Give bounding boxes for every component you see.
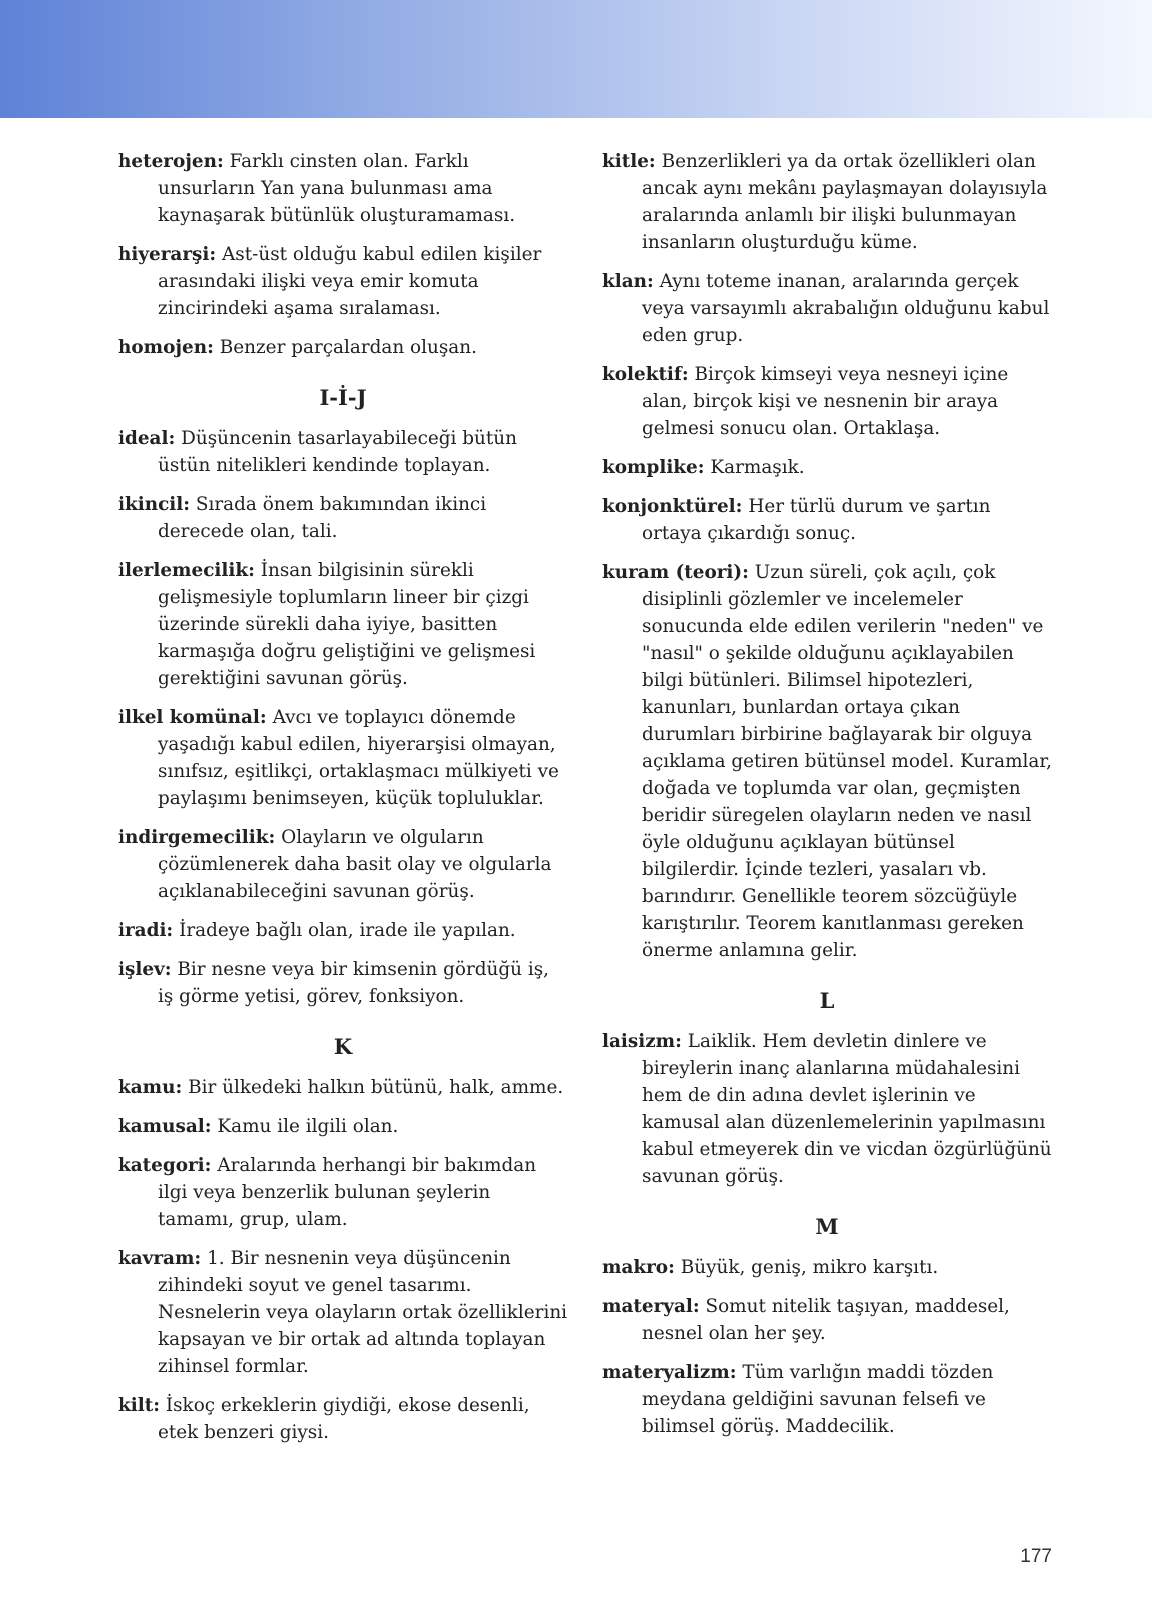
glossary-entry xyxy=(118,1245,568,1380)
glossary-term: kolektif: xyxy=(602,364,689,385)
glossary-definition: Laiklik. Hem devletin dinlere ve bireylerin inanç alanlarına müdahalesini hem de din adına devlet işlerinin ve kamusal alan düzenlemelerinin yapılmasını kabul etmeyerek din ve vicdan özgürlüğünü savunan görüş. xyxy=(642,1031,1052,1187)
glossary-entry xyxy=(118,241,568,322)
glossary-term: iradi: xyxy=(118,920,174,941)
glossary-entry xyxy=(118,334,568,361)
glossary-entry xyxy=(602,1028,1052,1190)
glossary-term: kitle: xyxy=(602,151,656,172)
glossary-definition: Birçok kimseyi veya nesneyi içine alan, birçok kişi ve nesnenin bir araya gelmesi sonucu olan. Ortaklaşa. xyxy=(642,364,1009,439)
glossary-entry xyxy=(118,1074,568,1101)
glossary-term: indirgemecilik: xyxy=(118,827,276,848)
glossary-entry xyxy=(602,1293,1052,1347)
glossary-entry xyxy=(118,1113,568,1140)
glossary-definition: Aynı toteme inanan, aralarında gerçek veya varsayımlı akrabalığın olduğunu kabul eden grup. xyxy=(642,271,1050,346)
section-letter-heading: L xyxy=(819,988,835,1013)
glossary-entry xyxy=(118,1392,568,1446)
glossary-definition: İradeye bağlı olan, irade ile yapılan. xyxy=(179,920,516,941)
glossary-definition: Karmaşık. xyxy=(710,457,805,478)
glossary-definition: Olayların ve olguların çözümlenerek daha basit olay ve olgularla açıklanabileceğini savunan görüş. xyxy=(158,827,552,902)
glossary-entry xyxy=(118,148,568,229)
glossary-definition: Tüm varlığın maddi tözden meydana geldiğini savunan felsefi ve bilimsel görüş. Maddecilik. xyxy=(642,1362,994,1437)
glossary-entry xyxy=(602,454,1052,481)
glossary-term: homojen: xyxy=(118,337,214,358)
glossary-entry xyxy=(602,268,1052,349)
glossary-entry xyxy=(602,559,1052,964)
glossary-entry xyxy=(118,425,568,479)
glossary-entry xyxy=(602,1254,1052,1281)
glossary-entry xyxy=(118,824,568,905)
glossary-term: materyal: xyxy=(602,1296,700,1317)
glossary-entry xyxy=(118,557,568,692)
section-letter-heading: K xyxy=(333,1034,353,1059)
glossary-definition: İskoç erkeklerin giydiği, ekose desenli, etek benzeri giysi. xyxy=(158,1395,530,1443)
glossary-term: heterojen: xyxy=(118,151,224,172)
glossary-definition: Düşüncenin tasarlayabileceği bütün üstün nitelikleri kendinde toplayan. xyxy=(158,428,517,476)
glossary-term: ikincil: xyxy=(118,494,191,515)
glossary-definition: Benzerlikleri ya da ortak özellikleri olan ancak aynı mekânı paylaşmayan dolayısıyla aralarında anlamlı bir ilişki bulunmayan insanların oluşturduğu küme. xyxy=(642,151,1048,253)
section-letter-heading: I-İ-J xyxy=(319,385,367,410)
glossary-definition: Sırada önem bakımından ikinci derecede olan, tali. xyxy=(158,494,487,542)
glossary-definition: Somut nitelik taşıyan, maddesel, nesnel olan her şey. xyxy=(642,1296,1010,1344)
glossary-term: kavram: xyxy=(118,1248,202,1269)
glossary-right-column xyxy=(602,148,1052,1452)
glossary-term: kuram (teori): xyxy=(602,562,749,583)
glossary-entry xyxy=(602,148,1052,256)
glossary-term: hiyerarşi: xyxy=(118,244,217,265)
glossary-term: ideal: xyxy=(118,428,176,449)
glossary-term: klan: xyxy=(602,271,654,292)
glossary-entry xyxy=(118,956,568,1010)
glossary-definition: Her türlü durum ve şartın ortaya çıkardığı sonuç. xyxy=(642,496,991,544)
glossary-entry xyxy=(118,704,568,812)
glossary-entry xyxy=(118,917,568,944)
glossary-definition: 1. Bir nesnenin veya düşüncenin zihindeki soyut ve genel tasarımı. Nesnelerin veya olayların ortak özelliklerini kapsayan ve bir ortak ad altında toplayan zihinsel formlar. xyxy=(158,1248,568,1377)
glossary-definition: Ast-üst olduğu kabul edilen kişiler arasındaki ilişki veya emir komuta zincirindeki aşama sıralaması. xyxy=(158,244,542,319)
section-letter-heading: M xyxy=(815,1214,839,1239)
glossary-entry xyxy=(118,491,568,545)
glossary-term: işlev: xyxy=(118,959,172,980)
glossary-definition: Bir nesne veya bir kimsenin gördüğü iş, iş görme yetisi, görev, fonksiyon. xyxy=(158,959,549,1007)
glossary-term: ilkel komünal: xyxy=(118,707,267,728)
glossary-definition: Avcı ve toplayıcı dönemde yaşadığı kabul edilen, hiyerarşisi olmayan, sınıfsız, eşitlikçi, ortaklaşmacı mülkiyeti ve paylaşımı benimseyen, küçük topluluklar. xyxy=(158,707,559,809)
glossary-term: kilt: xyxy=(118,1395,160,1416)
glossary-definition: Farklı cinsten olan. Farklı unsurların Yan yana bulunması ama kaynaşarak bütünlük oluşturamaması. xyxy=(158,151,516,226)
glossary-entry xyxy=(602,1359,1052,1440)
glossary-term: konjonktürel: xyxy=(602,496,743,517)
glossary-term: laisizm: xyxy=(602,1031,682,1052)
glossary-term: kamusal: xyxy=(118,1116,212,1137)
glossary-entry xyxy=(602,493,1052,547)
glossary-left-column xyxy=(118,148,568,1458)
glossary-definition: Büyük, geniş, mikro karşıtı. xyxy=(680,1257,939,1278)
glossary-term: makro: xyxy=(602,1257,675,1278)
glossary-definition: Benzer parçalardan oluşan. xyxy=(219,337,477,358)
glossary-definition: İnsan bilgisinin sürekli gelişmesiyle toplumların lineer bir çizgi üzerinde sürekli daha iyiye, basitten karmaşığa doğru geliştiğini ve gelişmesi gerektiğini savunan görüş. xyxy=(158,560,536,689)
glossary-term: materyalizm: xyxy=(602,1362,737,1383)
glossary-term: kamu: xyxy=(118,1077,183,1098)
glossary-definition: Bir ülkedeki halkın bütünü, halk, amme. xyxy=(188,1077,564,1098)
glossary-term: komplike: xyxy=(602,457,705,478)
glossary-entry xyxy=(118,1152,568,1233)
glossary-term: ilerlemecilik: xyxy=(118,560,255,581)
page-number: 177 xyxy=(1020,1546,1052,1567)
glossary-definition: Uzun süreli, çok açılı, çok disiplinli gözlemler ve incelemeler sonucunda elde edilen verilerin "neden" ve "nasıl" o şekilde olduğunu açıklayabilen bilgi bütünleri. Bilimsel hipotezleri, kanunları, bunlardan ortaya çıkan durumları birbirine bağlayarak bir olguya açıklama getiren bütünsel model. Kuramlar, doğada ve toplumda var olan, geçmişten beridir süregelen olayların neden ve nasıl öyle olduğunu açıklayan bütünsel bilgilerdir. İçinde tezleri, yasaları vb. barındırır. Genellikle teorem sözcüğüyle karıştırılır. Teorem kanıtlanması gereken önerme anlamına gelir. xyxy=(642,562,1052,961)
header-gradient-band xyxy=(0,0,1152,118)
glossary-term: kategori: xyxy=(118,1155,212,1176)
glossary-definition: Kamu ile ilgili olan. xyxy=(217,1116,399,1137)
glossary-entry xyxy=(602,361,1052,442)
glossary-definition: Aralarında herhangi bir bakımdan ilgi veya benzerlik bulunan şeylerin tamamı, grup, ulam. xyxy=(158,1155,537,1230)
